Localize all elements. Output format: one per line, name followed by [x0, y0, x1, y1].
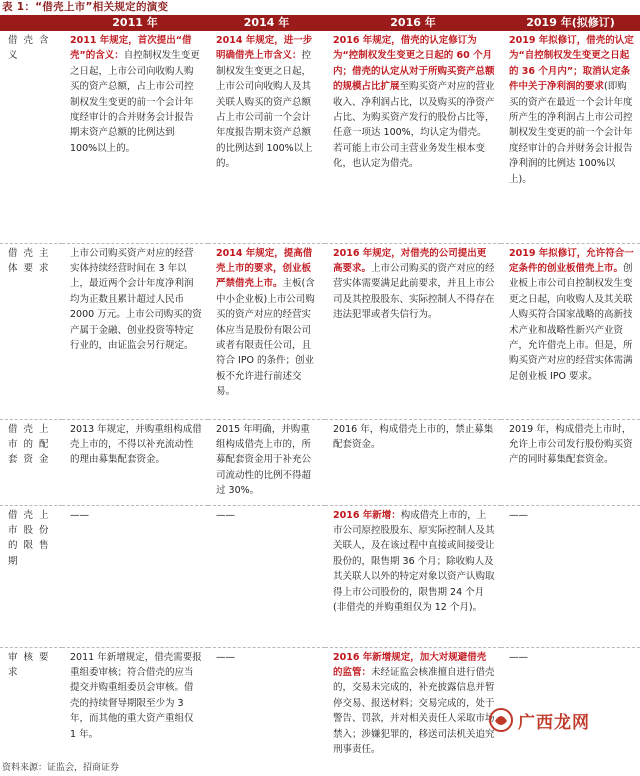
cell-text: 未经证监会核准擅自进行借壳的，交易未完成的，补充披露信息并暂停交易、报送材料；交易完成的，处于警告、罚款，并对相关责任人采取市场禁入；涉嫌犯罪的，移送司法机关追究刑事责任。	[333, 666, 495, 755]
table-cell	[62, 31, 208, 243]
table-cell	[208, 505, 325, 647]
table-row	[0, 243, 640, 419]
table-cell	[62, 647, 208, 776]
table-cell	[62, 243, 208, 419]
header-cell-blank	[0, 15, 62, 31]
cell-text: ——	[509, 509, 528, 521]
cell-text: 至购买资产对应的营业收入、净利润占比，以及购买的净资产占比、为购买资产发行的股份占比等，任意一项达 100%，均认定为借壳。若可能上市公司主营业务发生根本变化，也认定为借壳。	[333, 81, 495, 170]
watermark-text: 广西龙网	[518, 712, 590, 733]
table-cell	[501, 243, 640, 419]
table-cell	[208, 31, 325, 243]
cell-text: 2011 年新增规定，借壳需要报重组委审核；符合借壳的应当提交并购重组委员会审核。借壳的持续督导期限至少为 3 年，而其他的重大资产重组仅 1 年。	[70, 651, 202, 740]
cell-highlight: 2016 年新增：	[333, 509, 401, 521]
table-row	[0, 419, 640, 505]
table-cell	[208, 243, 325, 419]
cell-highlight: 2016 年规定，借壳的认定修订为为“控制权发生变更之日起的 60 个月内；借壳的认定从对于所购买资产总额的规模占比扩展	[333, 35, 495, 93]
cell-text: (即购买的资产在最近一个会计年度所产生的净利润占上市公司控制权发生变更的前一个会计年度经审计的合并财务会计报告净利润的比例达 100%以上)。	[509, 81, 633, 185]
cell-text: 上市公司购买资产对应的经营实体持续经营时间在 3 年以上，最近两个会计年度净利润均为正数且累计超过人民币 2000 万元。上市公司购买的资产属于金融、创业投资等特定行业的，由证监会另行规定。	[70, 247, 202, 351]
cell-highlight: 2016 年新增规定，加大对规避借壳的监管：	[333, 651, 487, 678]
table-cell	[208, 647, 325, 776]
cell-text: ——	[216, 651, 235, 663]
table-cell	[501, 419, 640, 505]
regulation-table	[0, 15, 640, 776]
table-title: 表 1：“借壳上市”相关规定的演变	[2, 1, 169, 13]
row-label: 借壳上市的配套资金	[0, 419, 62, 505]
cell-highlight: 2011 年规定，首次提出“借壳”的含义：	[70, 35, 192, 62]
cell-text: ——	[70, 509, 89, 521]
row-label: 借壳主体要求	[0, 243, 62, 419]
table-row	[0, 505, 640, 647]
table-cell	[325, 243, 501, 419]
cell-text: ——	[216, 509, 235, 521]
table-cell	[208, 419, 325, 505]
cell-text: 创业板上市公司自控制权发生变更之日起，向收购人及其关联人购买符合国家战略的高新技术产业和战略性新兴产业资产，允许借壳上市。但是，所购买资产对应的经营实体需满足创业板 IPO 要求。	[509, 262, 633, 382]
cell-highlight: 2016 年规定，对借壳的公司提出更高要求。	[333, 247, 487, 274]
cell-text: ——	[509, 651, 528, 663]
table-cell	[325, 505, 501, 647]
header-cell-2016: 2016 年	[325, 15, 501, 31]
cell-text: 2019 年，构成借壳上市时，允许上市公司发行股份购买资产的同时募集配套资金。	[509, 423, 633, 466]
cell-text: 自控制权发生变更之日起，上市公司向收购人购买的资产总额，占上市公司控制权发生变更的前一个会计年度经审计的合并财务会计报告期末资产总额的比例达到 100%以上的。	[70, 50, 200, 154]
table-cell	[325, 419, 501, 505]
cell-highlight: 2019 年拟修订，借壳的认定为“自控制权发生变更之日起的 36 个月内”；取消认定条件中关于净利润的要求	[509, 35, 634, 93]
cell-text: 主板(含中小企业板)上市公司购买的资产对应的经营实体应当是股份有限公司或者有限责任公司，且符合 IPO 的条件；创业板不允许进行前述交易。	[216, 278, 315, 398]
table-cell	[62, 505, 208, 647]
cell-text: 2016 年，构成借壳上市的，禁止募集配套资金。	[333, 423, 494, 450]
row-label: 借壳上市股份的限售期	[0, 505, 62, 647]
cell-highlight: 2014 年规定，进一步明确借壳上市含义：	[216, 35, 313, 62]
table-cell	[62, 419, 208, 505]
header-cell-2019: 2019 年(拟修订)	[501, 15, 640, 31]
table-row	[0, 31, 640, 243]
table-cell	[325, 31, 501, 243]
cell-text: 控制权发生变更之日起，上市公司向收购人及其关联人购买的资产总额占上市公司前一个会计年度报告期末资产总额的比例达到 100%以上的。	[216, 50, 313, 170]
cell-text: 构成借壳上市的，上市公司原控股股东、原实际控制人及其关联人，及在该过程中直接或间接受让股份的，限售期 36 个月；除收购人及其关联人以外的特定对象以资产认购取得上市公司股份的，限售期 24 个月(非借壳的并购重组仅为 12 个月)。	[333, 509, 495, 613]
row-label: 审核要求	[0, 647, 62, 776]
row-label: 借壳含义	[0, 31, 62, 243]
header-row	[0, 15, 640, 31]
header-cell-2014: 2014 年	[208, 15, 325, 31]
source-note: 资料来源：证监会，招商证券	[2, 763, 120, 773]
table-cell	[325, 647, 501, 776]
cell-highlight: 2014 年规定，提高借壳上市的要求，创业板严禁借壳上市。	[216, 247, 313, 290]
watermark	[488, 706, 628, 734]
cell-highlight: 2019 年拟修订，允许符合一定条件的创业板借壳上市。	[509, 247, 634, 274]
table-cell	[501, 31, 640, 243]
cell-text: 2015 年明确，并购重组构成借壳上市的，所募配套资金用于补充公司流动性的比例不得超过 30%。	[216, 423, 312, 497]
table-cell	[501, 505, 640, 647]
watermark-logo-icon	[488, 707, 514, 733]
cell-text: 2013 年规定，并购重组构成借壳上市的，不得以补充流动性的理由募集配套资金。	[70, 423, 202, 466]
header-cell-2011: 2011 年	[62, 15, 208, 31]
cell-text: 上市公司购买的资产对应的经营实体需要满足此前要求，并且上市公司及其控股股东、实际控制人不得存在违法犯罪或者失信行为。	[333, 262, 495, 321]
